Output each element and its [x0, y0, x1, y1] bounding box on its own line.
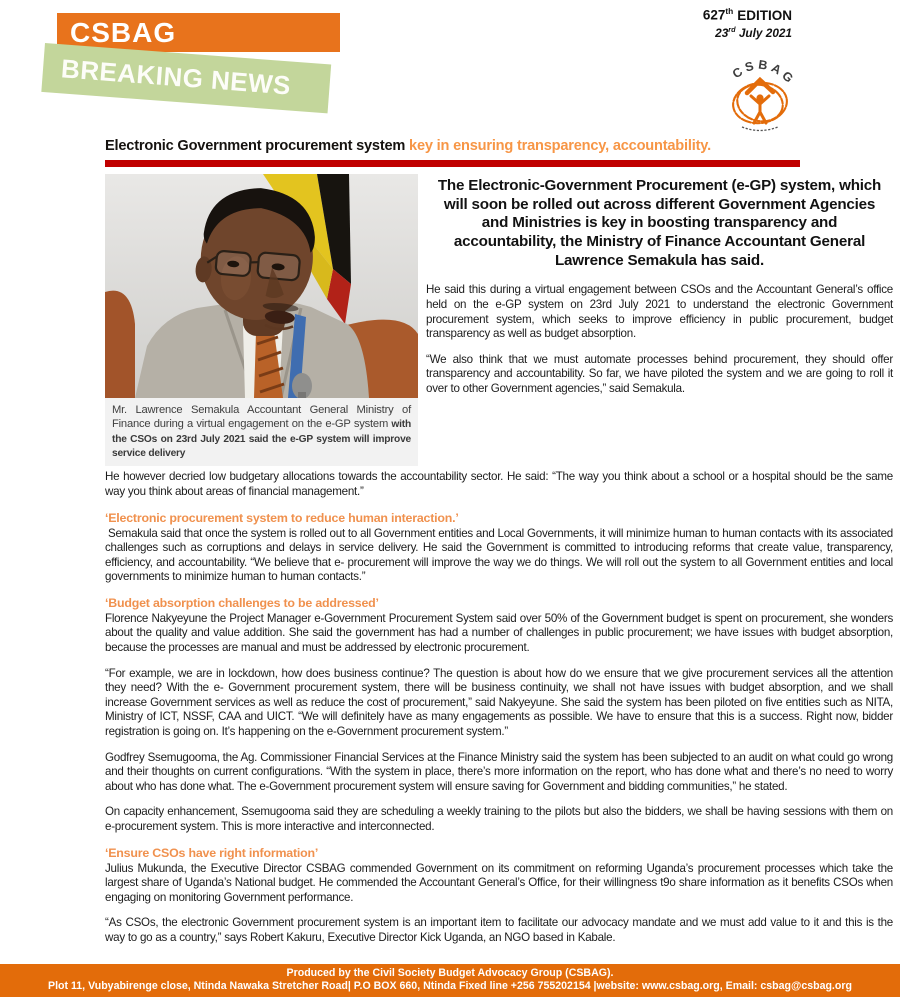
breaking-news-banner [41, 43, 331, 113]
footer-bar [0, 964, 900, 997]
headline-orange: key in ensuring transparency, accountability. [409, 138, 711, 154]
logo-arched-text: CSBAG [729, 57, 799, 88]
red-divider [105, 160, 800, 167]
logo-figure [747, 80, 773, 123]
photo-figure [105, 174, 418, 466]
edition-block [703, 6, 792, 39]
caption-bold: with the CSOs on 23rd July 2021 said the e-GP system will improve service delivery [112, 419, 411, 459]
csbag-logo [720, 48, 800, 136]
top-columns [105, 174, 893, 466]
photo-caption [105, 398, 418, 466]
section-heading-csos-information: ‘Ensure CSOs have right information’ [105, 845, 319, 860]
date-line [703, 25, 792, 40]
photo-semakula [105, 174, 418, 398]
banner-text: BREAKING NEWS [60, 53, 293, 101]
paragraph-lockdown-quote: “For example, we are in lockdown, how does business continue? The question is about how do we ensure that we give procurement services all the attention they need? With the e- Government procurement system, there will be business continuity, we shall not have issues with budget absorption, and we shall increase Government services as well as reduce the cost of procurement,” said Nakyeyune. She said the system has been piloted on five entities such as NITA, Ministry of ICT, NSSF, CAA and UICT. “We will definitely have as many engagements as possible. We have to ensure that this is a success. Right now, bidder registration is going on. It’s happening on the e-Government procurement system.” [105, 666, 893, 739]
lead-paragraph: The Electronic-Government Procurement (e-GP) system, which will soon be rolled out across different Government Agencies and Ministries is key in boosting transparency and accountability, the Ministry of Finance Accountant General Lawrence Semakula has said. [437, 177, 882, 269]
headline-black: Electronic Government procurement system [105, 138, 410, 154]
edition-word: EDITION [737, 7, 792, 23]
section-heading-budget-absorption: ‘Budget absorption challenges to be addressed’ [105, 595, 379, 610]
paragraph-ssemugooma: Godfrey Ssemugooma, the Ag. Commissioner Financial Services at the Finance Ministry said the system has been subjected to an audit on what could go wrong and their thoughts on current configurations. “With the system in place, there’s more information on the report, who has done what and there’s no need to worry about who has done what. The e-Government procurement system will ensure saving for Government and bidding communities,” he stated. [105, 750, 893, 793]
logo-tagline [742, 127, 778, 131]
leather-chair-left [105, 291, 135, 398]
date-ordinal: rd [728, 24, 736, 34]
article-body [105, 470, 893, 945]
edition-line [703, 6, 792, 23]
portrait-illustration [105, 174, 418, 398]
date-day: 23 [715, 25, 729, 40]
masthead [0, 0, 900, 136]
brand-text: CSBAG [70, 16, 177, 48]
paragraph-automate-quote: “We also think that we must automate processes behind procurement, they should offer transparency and accountability. So far, we have piloted the system and we are going to roll it over to other Government agencies,” said Semakula. [426, 352, 893, 395]
paragraph-capacity: On capacity enhancement, Ssemugooma said they are scheduling a weekly training to the pilots but also the bidders, we shall be having sessions with them on e-procurement system. This is more interactive and interconnected. [105, 805, 893, 833]
caption-regular: Mr. Lawrence Semakula Accountant General Ministry of Finance during a virtual engagement on the e-GP system [112, 404, 411, 431]
headline [105, 138, 893, 154]
date-rest: July 2021 [735, 25, 792, 40]
paragraph-he-said: He said this during a virtual engagement between CSOs and the Accountant General’s office held on the e-GP system on 23rd July 2021 to understand the electronic Government procurement system, which seeks to improve efficiency in public procurement, budget transparency as well as budget absorption. [426, 283, 893, 341]
paragraph-nakyeyune: Florence Nakyeyune the Project Manager e-Government Procurement System said over 50% of the Government budget is spent on procurement, she wonders about the quality and value addition. She said the government has had a number of challenges in public procurement; we have issues with budget absorption, because the processes are manual and must be addressed by electronic procurement. [105, 611, 893, 655]
intro-column [426, 174, 893, 408]
paragraph-rollout: Semakula said that once the system is rolled out to all Government entities and Local Governments, it will minimize human to human contacts with its associated challenges such as corruptions and delays in service delivery. He said the Government is committed to introducing reforms that create value, transparency, efficiency, and accountability. “We believe that e- procurement will improve the way we do things. We will roll out the system to all Government entities and local governments to minimize human to human contacts.” [105, 526, 893, 584]
footer-produced-by: Produced by the Civil Society Budget Advocacy Group (CSBAG). [286, 967, 614, 979]
edition-ordinal: th [725, 6, 734, 16]
section-heading-human-interaction: ‘Electronic procurement system to reduce human interaction.’ [105, 510, 459, 525]
microphone [292, 373, 312, 398]
logo-roof [747, 80, 773, 93]
csbag-logo-icon [720, 48, 800, 136]
paragraph-kakuru-quote: “As CSOs, the electronic Government procurement system is an important item to facilitate our advocacy mandate and we must add value to it and this is the way to go as a country,” says Robert Kakuru, Executive Director Kick Uganda, an NGO based in Kabale. [105, 916, 893, 944]
paragraph-decried: He however decried low budgetary allocations towards the accountability sector. He said: “The way you think about a school or a hospital should be the same way you think about areas of financial management.” [105, 470, 893, 498]
paragraph-mukunda: Julius Mukunda, the Executive Director CSBAG commended Government on its commitment on reforming Uganda’s procurement processes which take the largest share of Uganda’s National budget. He commended the Accountant General’s Office, for their willingness t9o share information as it benefits CSOs when engaging on monitoring Government performance. [105, 861, 893, 904]
edition-number: 627 [702, 7, 726, 23]
footer-address: Plot 11, Vubyabirenge close, Ntinda Nawaka Stretcher Road| P.O BOX 660, Ntinda Fixed line +256 755202154 |website: www.csbag.org, Email: csbag@csbag.org [48, 980, 852, 992]
